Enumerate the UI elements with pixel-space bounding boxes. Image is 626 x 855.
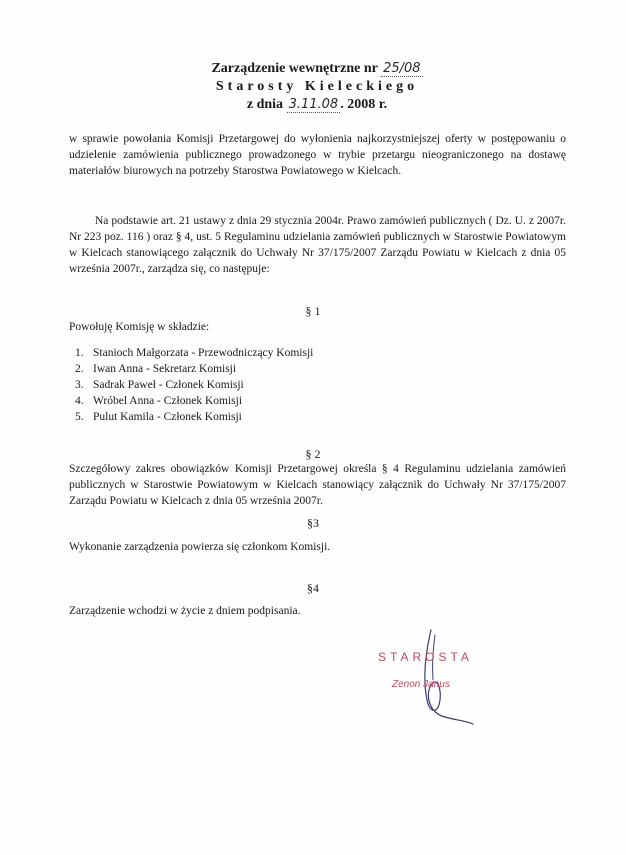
date-prefix: z dnia — [246, 97, 284, 112]
committee-members-list — [75, 345, 475, 425]
date-line — [4, 96, 626, 114]
section-2-mark: § 2 — [305, 447, 321, 461]
list-item-number: 5. — [75, 411, 84, 423]
list-item — [75, 377, 475, 393]
list-item-text: Wróbel Anna - Członek Komisji — [93, 395, 243, 407]
section-2-text: Szczegółowy zakres obowiązków Komisji Przetargowej określa § 4 Regulaminu udzielania zamówień publicznych w Starostwie Powiatowym w Kielcach stanowiący załącznik do Uchwały Nr 37/175/2007 Zarządu Powiatu w Kielcach z dnia 05 września 2007r. — [69, 463, 566, 507]
section-3-mark: §3 — [307, 516, 319, 530]
list-item-number: 4. — [75, 395, 84, 407]
list-item-number: 3. — [75, 379, 84, 391]
issuer-line: Starosty Kieleckiego — [215, 79, 419, 94]
legal-basis-paragraph: Na podstawie art. 21 ustawy z dnia 29 stycznia 2004r. Prawo zamówień publicznych ( Dz. U. z 2007r. Nr 223 poz. 116 ) oraz § 4, ust. 5 Regulaminu udzielania zamówień publicznych w Starostwie Powiatowym w Kielcach stanowiącego załącznik do Uchwały Nr 37/175/2007 Zarządu Powiatu w Kielcach z dnia 05 września 2007r., zarządza się, co następuje: — [69, 215, 566, 275]
handwritten-signature — [395, 625, 475, 725]
date-suffix: . 2008 r. — [340, 97, 388, 112]
official-stamp-name: Zenon Janus — [392, 679, 450, 690]
order-title — [4, 60, 626, 78]
list-item-text: Iwan Anna - Sekretarz Komisji — [93, 363, 237, 375]
document-header — [0, 60, 626, 114]
list-item-text: Stanioch Małgorzata - Przewodniczący Komisji — [93, 347, 314, 359]
order-number-handwritten: 25/08 — [383, 61, 421, 76]
list-item-number: 2. — [75, 363, 84, 375]
section-1-text: Powołuję Komisję w składzie: — [69, 321, 210, 333]
section-3-text: Wykonanie zarządzenia powierza się członkom Komisji. — [69, 541, 331, 553]
list-item — [75, 393, 475, 409]
section-1-mark: § 1 — [305, 304, 321, 318]
list-item — [75, 345, 475, 361]
list-item — [75, 361, 475, 377]
list-item — [75, 409, 475, 425]
list-item-text: Sadrak Paweł - Członek Komisji — [93, 379, 244, 391]
list-item-number: 1. — [75, 347, 84, 359]
section-4-text: Zarządzenie wchodzi w życie z dniem podpisania. — [69, 605, 301, 617]
official-stamp-title: STAROSTA — [378, 650, 473, 664]
order-title-text: Zarządzenie wewnętrzne nr — [211, 61, 378, 76]
list-item-text: Pulut Kamila - Członek Komisji — [93, 411, 242, 423]
section-4-mark: §4 — [307, 581, 319, 595]
subject-paragraph: w sprawie powołania Komisji Przetargowej do wyłonienia najkorzystniejszej oferty w postępowaniu o udzielenie zamówienia publicznego prowadzonego w trybie przetargu nieograniczonego na dostawę materiałów biurowych na potrzeby Starostwa Powiatowego w Kielcach. — [69, 133, 566, 177]
date-handwritten: 3.11.08 — [288, 97, 339, 112]
